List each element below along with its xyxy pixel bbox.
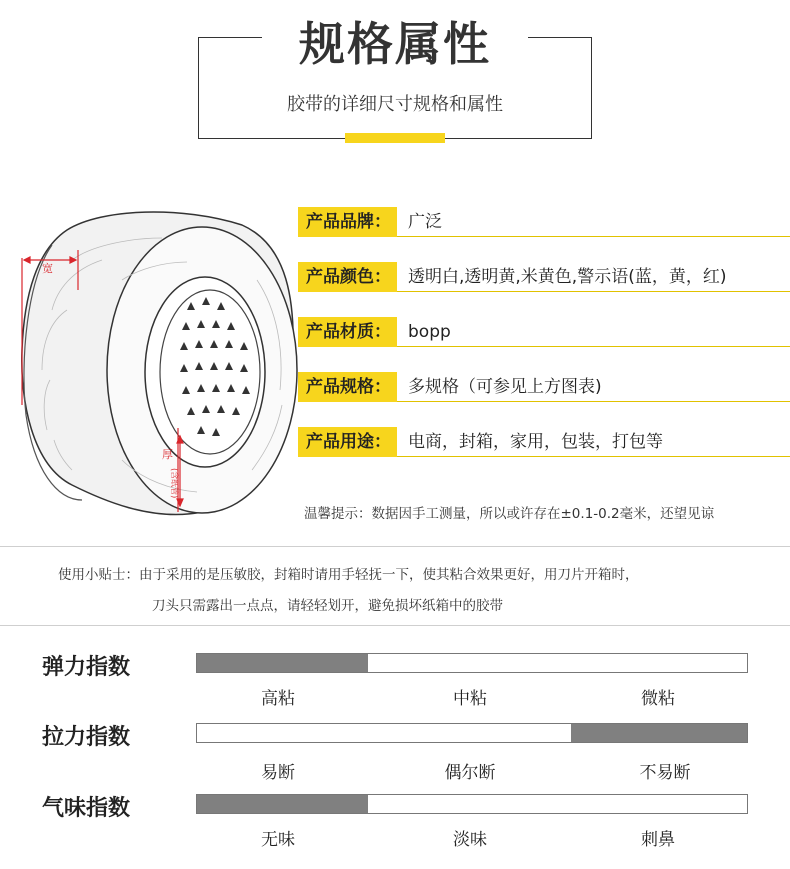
spec-label-material: 产品材质： [298, 317, 397, 347]
divider-bottom [0, 625, 790, 626]
usage-tip-line-1: 使用小贴士：由于采用的是压敏胶，封箱时请用手轻抚一下，使其粘合效果更好，用刀片开箱时， [58, 567, 639, 583]
tensile-index-label: 拉力指数 [42, 725, 131, 750]
page-title: 规格属性 [299, 17, 491, 71]
elasticity-index-bar [196, 653, 748, 673]
spec-row-material [298, 315, 790, 353]
elasticity-index-fill [197, 654, 368, 672]
spec-row-usage [298, 425, 790, 463]
elasticity-index-label: 弹力指数 [42, 655, 131, 680]
thickness-label: 厚 [162, 448, 173, 461]
tape-roll-illustration [12, 200, 302, 530]
spec-row-size [298, 370, 790, 408]
elasticity-option-high: 高粘 [261, 689, 295, 709]
spec-label-usage: 产品用途： [298, 427, 397, 457]
header-frame-top-left [198, 37, 262, 38]
odor-option-light: 淡味 [453, 830, 487, 850]
thickness-note: (含纸管) [170, 468, 179, 499]
tensile-option-sometimes-break: 偶尔断 [444, 763, 496, 783]
odor-option-none: 无味 [261, 830, 295, 850]
odor-option-pungent: 刺鼻 [641, 830, 675, 850]
spec-value-color: 透明白,透明黄,米黄色,警示语(蓝，黄，红) [408, 267, 727, 287]
elasticity-option-mid: 中粘 [453, 689, 487, 709]
width-label: 宽 [42, 262, 53, 275]
tensile-index-fill [571, 724, 747, 742]
divider-top [0, 546, 790, 547]
spec-value-brand: 广泛 [408, 212, 442, 232]
spec-value-size: 多规格（可参见上方图表) [408, 377, 602, 397]
title-accent-bar [345, 133, 445, 143]
spec-row-brand [298, 205, 790, 243]
usage-tip-line-2: 刀头只需露出一点点，请轻轻划开，避免损坏纸箱中的胶带 [152, 598, 503, 614]
tensile-index-bar [196, 723, 748, 743]
spec-label-brand: 产品品牌： [298, 207, 397, 237]
spec-label-color: 产品颜色： [298, 262, 397, 292]
tensile-option-no-break: 不易断 [639, 763, 691, 783]
odor-index-bar [196, 794, 748, 814]
page-subtitle: 胶带的详细尺寸规格和属性 [287, 94, 503, 115]
odor-index-fill [197, 795, 368, 813]
header-frame-top-right [528, 37, 592, 38]
tensile-option-easy-break: 易断 [261, 763, 295, 783]
spec-value-usage: 电商，封箱，家用，包装，打包等 [408, 432, 663, 452]
spec-row-color [298, 260, 790, 298]
measurement-tip: 温馨提示：数据因手工测量，所以或许存在±0.1-0.2毫米，还望见谅 [304, 506, 715, 522]
elasticity-option-low: 微粘 [641, 689, 675, 709]
odor-index-label: 气味指数 [42, 796, 131, 821]
spec-value-material: bopp [408, 322, 451, 342]
spec-label-size: 产品规格： [298, 372, 397, 402]
